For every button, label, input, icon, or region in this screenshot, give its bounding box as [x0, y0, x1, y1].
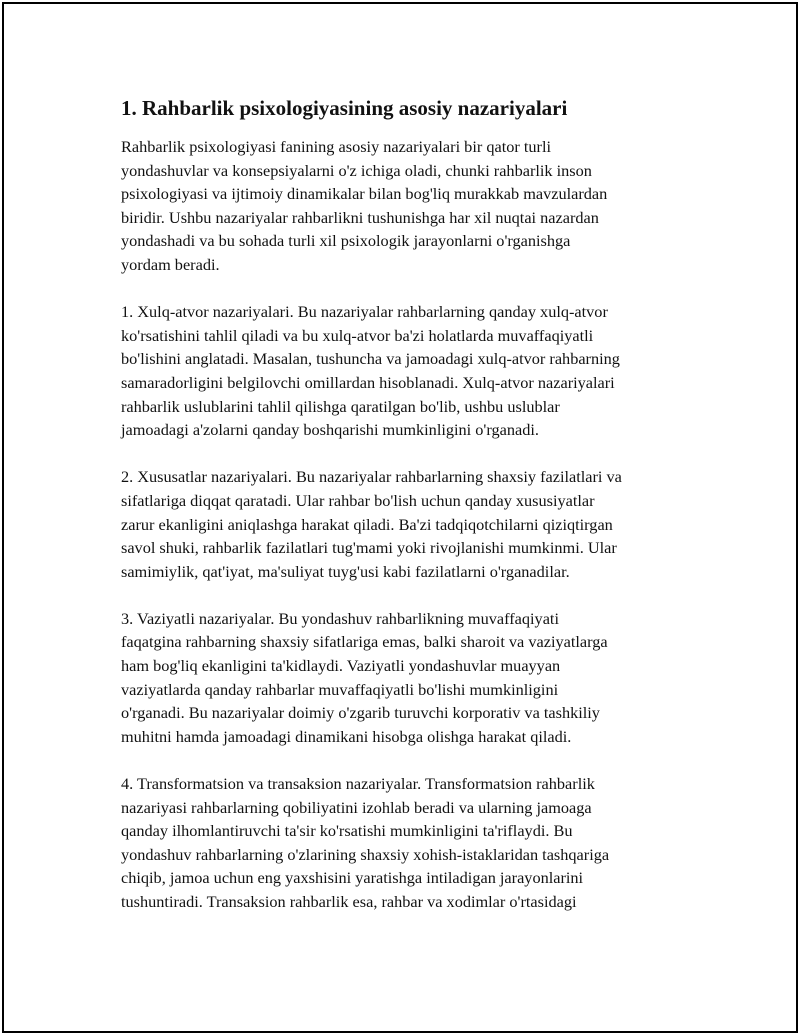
text-line: 2. Xususatlar nazariyalari. Bu nazariyalar rahbarlarning shaxsiy fazilatlari va — [121, 467, 622, 487]
paragraph — [121, 607, 701, 749]
text-line: biridir. Ushbu nazariyalar rahbarlikni tushunishga har xil nuqtai nazardan — [121, 207, 599, 227]
text-line: ko'rsatishini tahlil qiladi va bu xulq-atvor ba'zi holatlarda muvaffaqiyatli — [121, 325, 594, 345]
text-line: o'rganadi. Bu nazariyalar doimiy o'zgarib turuvchi korporativ va tashkiliy — [121, 703, 600, 723]
text-line: yondashuvlar va konsepsiyalarni o'z ichiga oladi, chunki rahbarlik inson — [121, 160, 592, 180]
text-line: savol shuki, rahbarlik fazilatlari tug'mami yoki rivojlanishi mumkinmi. Ular — [121, 538, 617, 558]
paragraph — [121, 465, 701, 583]
text-line: Rahbarlik psixologiyasi fanining asosiy nazariyalari bir qator turli — [121, 137, 551, 156]
paragraph-list — [121, 135, 701, 914]
paragraph — [121, 300, 701, 442]
text-line: tushuntiradi. Transaksion rahbarlik esa, rahbar va xodimlar o'rtasidagi — [121, 892, 577, 911]
text-line: samaradorligini belgilovchi omillardan hisoblanadi. Xulq-atvor nazariyalari — [121, 372, 615, 392]
document-body — [121, 94, 701, 937]
text-line: zarur ekanligini aniqlashga harakat qiladi. Ba'zi tadqiqotchilarni qiziqtirgan — [121, 514, 613, 534]
text-line: qanday ilhomlantiruvchi ta'sir ko'rsatishi mumkinligini ta'riflaydi. Bu — [121, 821, 573, 841]
text-line: psixologiyasi va ijtimoiy dinamikalar bilan bog'liq murakkab mavzulardan — [121, 184, 608, 204]
text-line: 4. Transformatsion va transaksion nazariyalar. Transformatsion rahbarlik — [121, 774, 595, 794]
text-line: rahbarlik uslublarini tahlil qilishga qaratilgan bo'lib, ushbu uslublar — [121, 396, 560, 416]
text-line: 3. Vaziyatli nazariyalar. Bu yondashuv rahbarlikning muvaffaqiyati — [121, 608, 559, 628]
text-line: yondashadi va bu sohada turli xil psixologik jarayonlarni o'rganishga — [121, 231, 571, 251]
document-title: 1. Rahbarlik psixologiyasining asosiy nazariyalari — [121, 96, 568, 120]
text-line: 1. Xulq-atvor nazariyalari. Bu nazariyalar rahbarlarning qanday xulq-atvor — [121, 302, 608, 322]
text-line: bo'lishini anglatadi. Masalan, tushuncha va jamoadagi xulq-atvor rahbarning — [121, 349, 620, 369]
paragraph — [121, 772, 701, 914]
text-line: faqatgina rahbarning shaxsiy sifatlariga emas, balki sharoit va vaziyatlarga — [121, 632, 608, 652]
text-line: ham bog'liq ekanligini ta'kidlaydi. Vaziyatli yondashuvlar muayyan — [121, 656, 561, 676]
text-line: yordam beradi. — [121, 254, 220, 274]
text-line: jamoadagi a'zolarni qanday boshqarishi mumkinligini o'rganadi. — [121, 420, 539, 440]
text-line: nazariyasi rahbarlarning qobiliyatini izohlab beradi va ularning jamoaga — [121, 797, 592, 817]
text-line: yondashuv rahbarlarning o'zlarining shaxsiy xohish-istaklaridan tashqariga — [121, 844, 610, 864]
text-line: samimiylik, qat'iyat, ma'suliyat tuyg'usi kabi fazilatlarni o'rganadilar. — [121, 561, 570, 581]
text-line: chiqib, jamoa uchun eng yaxshisini yaratishga intiladigan jarayonlarini — [121, 868, 584, 888]
text-line: sifatlariga diqqat qaratadi. Ular rahbar bo'lish uchun qanday xususiyatlar — [121, 490, 595, 510]
text-line: muhitni hamda jamoadagi dinamikani hisobga olishga harakat qiladi. — [121, 726, 572, 746]
text-line: vaziyatlarda qanday rahbarlar muvaffaqiyatli bo'lishi mumkinligini — [121, 679, 559, 699]
paragraph — [121, 135, 701, 277]
page-frame — [2, 2, 798, 1033]
